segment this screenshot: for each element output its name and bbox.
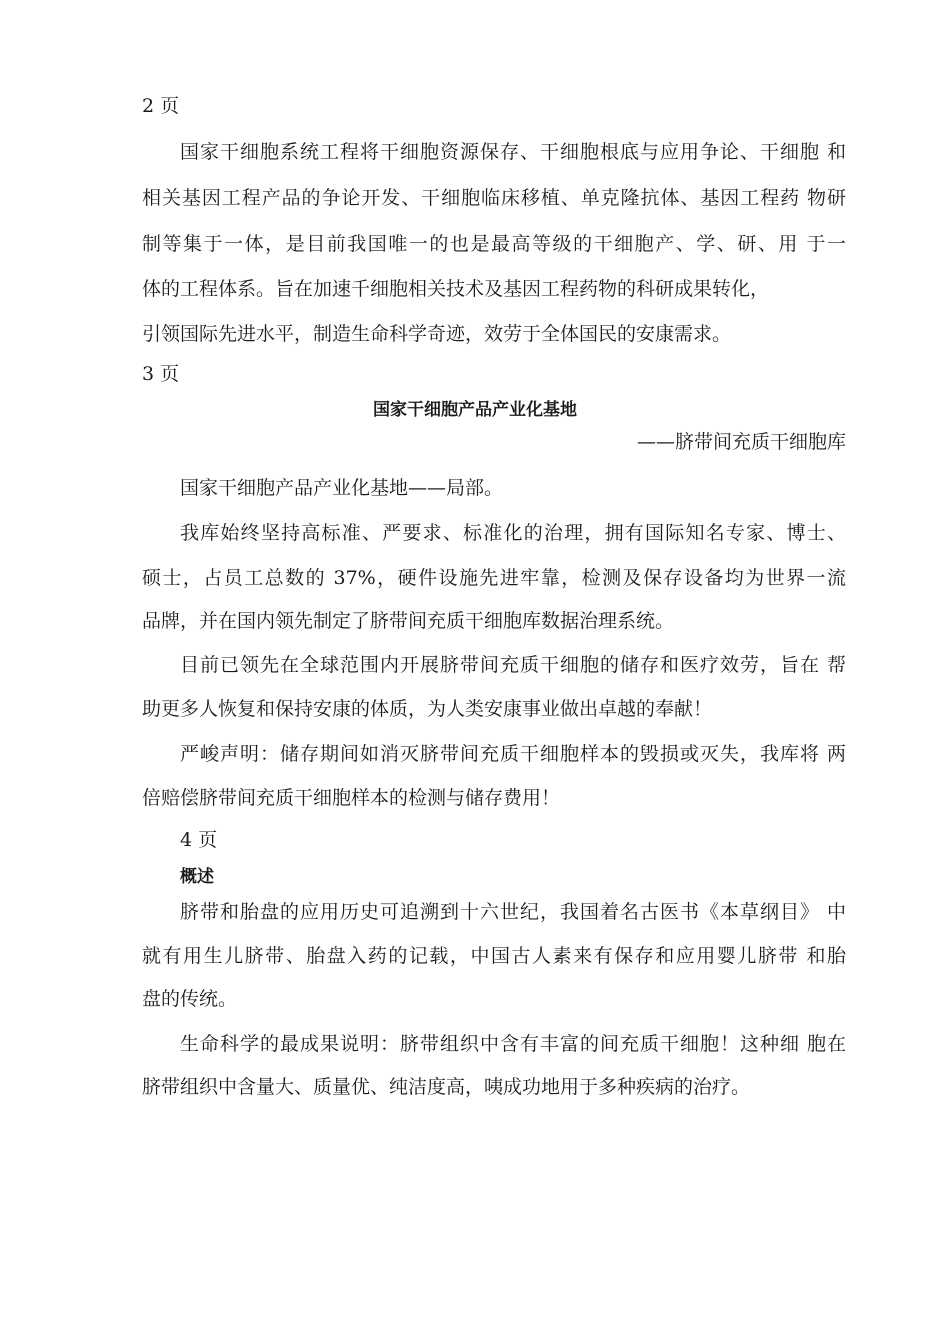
paragraph-line: 制等集于一体，是目前我国唯一的也是最高等级的干细胞产、学、研、用 于一 — [142, 233, 846, 255]
paragraph-line: 就有用生儿脐带、胎盘入药的记载，中国古人素来有保存和应用婴儿脐带 和胎 — [142, 945, 846, 967]
paragraph-line: 目前已领先在全球范围内开展脐带间充质干细胞的储存和医疗效劳，旨在 帮 — [180, 654, 846, 676]
paragraph-line: 体的工程体系。旨在加速千细胞相关技术及基因工程药物的科研成果转化， — [142, 278, 770, 300]
paragraph-line: 助更多人恢复和保持安康的体质，为人类安康事业做出卓越的奉献！ — [142, 698, 713, 720]
paragraph-line: 生命科学的最成果说明：脐带组织中含有丰富的间充质干细胞！这种细 胞在 — [180, 1033, 846, 1055]
paragraph-line: 引领国际先进水平，制造生命科学奇迹，效劳于全体国民的安康需求。 — [142, 323, 732, 345]
paragraph-line: 脐带组织中含量大、质量优、纯洁度高，咦成功地用于多种疾病的治疗。 — [142, 1076, 751, 1098]
page-marker-3: 3 页 — [142, 363, 180, 385]
paragraph-line: 盘的传统。 — [142, 988, 238, 1010]
intro-line: 国家干细胞产品产业化基地——局部。 — [180, 477, 504, 499]
paragraph-line: 硕士，占员工总数的 37%，硬件设施先进牢靠，检测及保存设备均为世界一流 — [142, 567, 846, 589]
paragraph-line: 脐带和胎盘的应用历史可追溯到十六世纪，我国着名古医书《本草纲目》 中 — [180, 901, 846, 923]
paragraph-line: 倍赔偿脐带间充质干细胞样本的检测与储存费用！ — [142, 787, 561, 809]
paragraph-line: 相关基因工程产品的争论开发、干细胞临床移植、单克隆抗体、基因工程药 物研 — [142, 187, 846, 209]
section-title: 国家干细胞产品产业化基地 — [373, 400, 577, 420]
paragraph-line: 品牌，并在国内领先制定了脐带间充质干细胞库数据治理系统。 — [142, 610, 675, 632]
paragraph-line: 严峻声明：储存期间如消灭脐带间充质干细胞样本的毁损或灭失，我库将 两 — [180, 743, 846, 765]
section-subtitle: ——脐带间充质干细胞库 — [636, 431, 846, 453]
page-marker-2: 2 页 — [142, 95, 180, 117]
page-marker-4: 4 页 — [180, 829, 218, 851]
paragraph-line: 我库始终坚持高标准、严要求、标准化的治理，拥有国际知名专家、博士、 — [180, 522, 846, 544]
paragraph-line: 国家干细胞系统工程将干细胞资源保存、干细胞根底与应用争论、干细胞 和 — [180, 141, 846, 163]
section-heading: 概述 — [180, 867, 214, 887]
